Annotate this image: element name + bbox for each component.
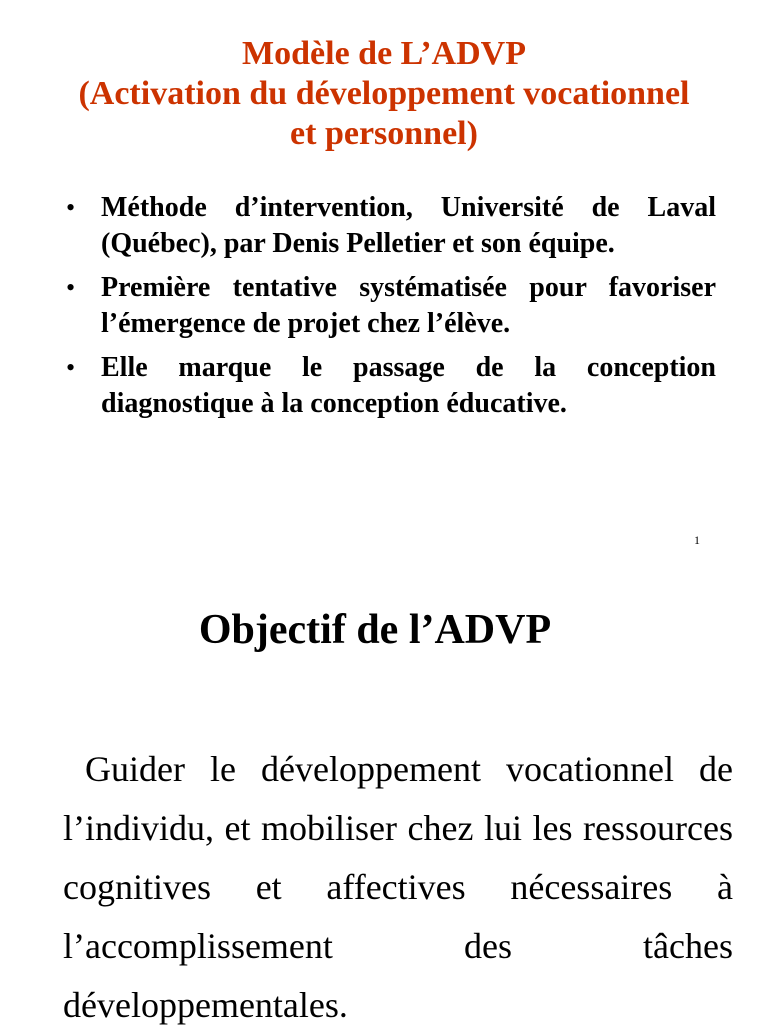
bullet-text: Première tentative systématisée pour favoriser l’émergence de projet chez l’élève. bbox=[101, 272, 716, 339]
objective-paragraph: Guider le développement vocationnel de l’individu, et mobiliser chez lui les ressources cognitives et affectives nécessaires à l’accomplissement des tâches développementales. bbox=[63, 749, 733, 1025]
slide1-title-line1: Modèle de L’ADVP bbox=[242, 35, 526, 72]
bullet-text: Méthode d’intervention, Université de Laval (Québec), par Denis Pelletier et son équipe. bbox=[101, 192, 716, 259]
slide1-title-line3: et personnel) bbox=[290, 115, 478, 152]
bullet-item bbox=[66, 350, 716, 422]
slide1-title bbox=[0, 34, 768, 154]
bullet-item bbox=[66, 270, 716, 342]
bullet-item bbox=[66, 190, 716, 262]
bullet-list bbox=[66, 190, 716, 430]
bullet-dot-icon: • bbox=[66, 353, 76, 382]
bullet-text: Elle marque le passage de la conception diagnostique à la conception éducative. bbox=[101, 352, 716, 419]
slide2-title: Objectif de l’ADVP bbox=[198, 607, 552, 653]
bullet-dot-icon: • bbox=[66, 193, 76, 222]
page-number: 1 bbox=[694, 533, 700, 547]
slide1-title-line2: (Activation du développement vocationnel bbox=[78, 75, 690, 112]
bullet-dot-icon: • bbox=[66, 273, 76, 302]
